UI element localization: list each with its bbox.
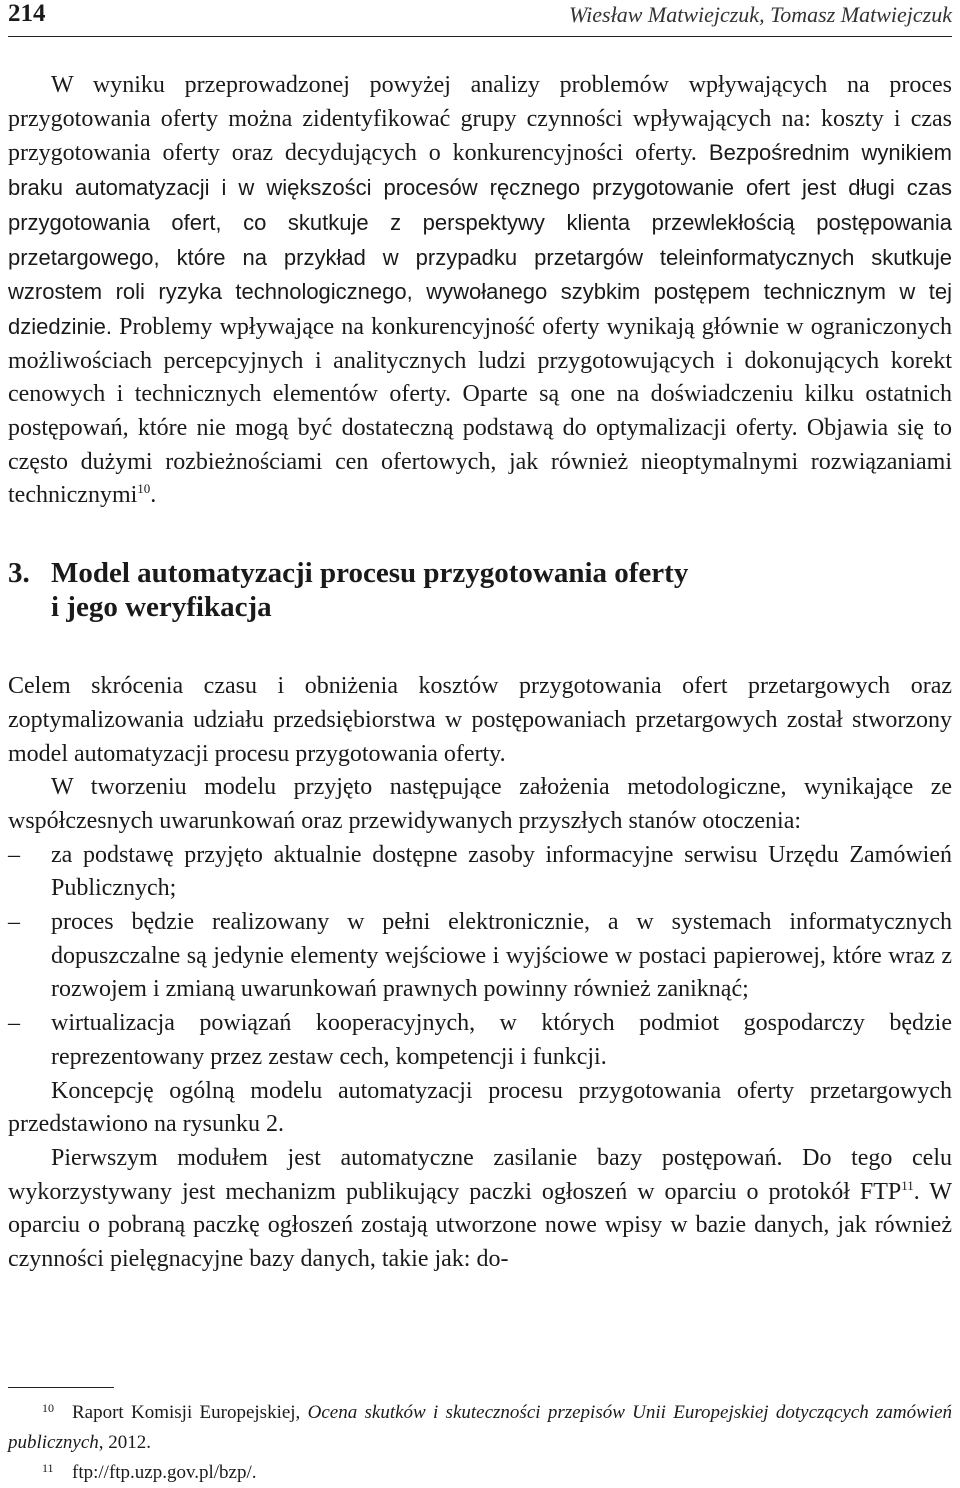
assumptions-list xyxy=(8,839,952,1075)
paragraph-1-serif: W wyniku przeprowadzonej powyżej analizy problemów wpływających na proces przygotowania oferty można zidentyfikować grupy czynności wpływających na: koszty i czas przygotowania oferty oraz decydujących o konkurencyjności oferty. xyxy=(8,72,952,167)
section-number: 3. xyxy=(8,557,30,590)
paragraph-5 xyxy=(8,1142,952,1277)
page-number: 214 xyxy=(8,0,46,27)
paragraph-5-part2: . W oparciu o pobraną paczkę ogłoszeń zostają utworzone nowe wpisy w bazie danych, jak również czynności pielęgnacyjne bazy danych, takie jak: do- xyxy=(8,1178,953,1273)
footnote-title: Ocena skutków i skuteczności przepisów Unii Europejskiej dotyczących zamówień publicznych xyxy=(8,1402,952,1453)
footnote-10 xyxy=(8,1398,952,1458)
page-header xyxy=(8,0,952,37)
section-title-line2: i jego weryfikacja xyxy=(51,591,272,624)
dash-bullet: – xyxy=(8,1010,20,1037)
list-item xyxy=(8,839,952,906)
paragraph-3: W tworzeniu modelu przyjęto następujące założenia metodologiczne, wynikające ze współczesnych uwarunkowań oraz przewidywanych przyszłych stanów otoczenia: xyxy=(8,774,952,834)
paragraph-1-end: . xyxy=(150,482,157,509)
footnote-ref-10[interactable]: 10 xyxy=(137,481,151,497)
footnote-number: 11 xyxy=(42,1461,54,1475)
paragraph-4: Koncepcję ogólną modelu automatyzacji procesu przygotowania oferty przetargowych przedstawiono na rysunku 2. xyxy=(8,1077,952,1138)
list-item-text: za podstawę przyjęto aktualnie dostępne zasoby informacyjne serwisu Urzędu Zamówień Publicznych; xyxy=(51,841,952,902)
list-item xyxy=(8,906,952,1007)
list-item-text: wirtualizacja powiązań kooperacyjnych, w których podmiot gospodarczy będzie reprezentowany przez zestaw cech, kompetencji i funkcji. xyxy=(51,1010,952,1070)
section-heading xyxy=(8,556,952,624)
section-title-line1: Model automatyzacji procesu przygotowania oferty xyxy=(51,557,689,590)
footnote-number: 10 xyxy=(42,1401,54,1415)
paragraph-1-sans: Bezpośrednim wynikiem braku automatyzacji i w większości procesów ręcznego przygotowanie ofert jest długi czas przygotowania ofert, co skutkuje z perspektywy klienta przewlekłością postępowania przetargowego, które na przykład w przypadku przetargów teleinformatycznych skutkuje wzrostem roli ryzyka technologicznego, wywołanego szybkim postępem technicznym w tej dziedzinie. xyxy=(8,140,952,339)
dash-bullet: – xyxy=(8,909,20,936)
list-item-text: proces będzie realizowany w pełni elektronicznie, a w systemach informatycznych dopuszczalne są jedynie elementy wejściowe i wyjściowe w postaci papierowej, które wraz z rozwojem i zmianą uwarunkowań prawnych powinny również zaniknąć; xyxy=(51,909,952,1003)
running-head-authors: Wiesław Matwiejczuk, Tomasz Matwiejczuk xyxy=(569,2,952,27)
footnote-suffix: , 2012. xyxy=(98,1432,152,1453)
paragraph-5-part1: Pierwszym modułem jest automatyczne zasilanie bazy postępowań. Do tego celu wykorzystywany jest mechanizm publikujący paczki ogłoszeń w oparciu o protokół FTP xyxy=(8,1144,952,1205)
footnotes xyxy=(8,1398,952,1488)
body-text xyxy=(8,69,952,1277)
footnote-text: Raport Komisji Europejskiej, xyxy=(72,1402,308,1423)
footnote-link[interactable]: ftp://ftp.uzp.gov.pl/bzp/. xyxy=(72,1462,257,1483)
paragraph-1-tail: Problemy wpływające na konkurencyjność oferty wynikają głównie w ograniczonych możliwościach percepcyjnych i analitycznych ludzi przygotowujących i dokonujących korekt cenowych i technicznych elementów oferty. Oparte są one na doświadczeniu kilku ostatnich postępowań, które nie mogą być dostateczną podstawą do optymalizacji oferty. Objawia się to często dużymi rozbieżnościami cen ofertowych, jak również nieoptymalnymi rozwiązaniami technicznymi xyxy=(8,313,952,509)
paragraph-2: Celem skrócenia czasu i obniżenia kosztów przygotowania ofert przetargowych oraz zoptymalizowania udziału przedsiębiorstwa w postępowaniach przetargowych został stworzony model automatyzacji procesu przygotowania oferty. xyxy=(8,673,952,767)
paragraph-1 xyxy=(8,69,952,513)
list-item xyxy=(8,1007,952,1074)
dash-bullet: – xyxy=(8,841,20,868)
footnote-separator xyxy=(8,1387,114,1388)
footnote-ref-11[interactable]: 11 xyxy=(901,1177,914,1193)
